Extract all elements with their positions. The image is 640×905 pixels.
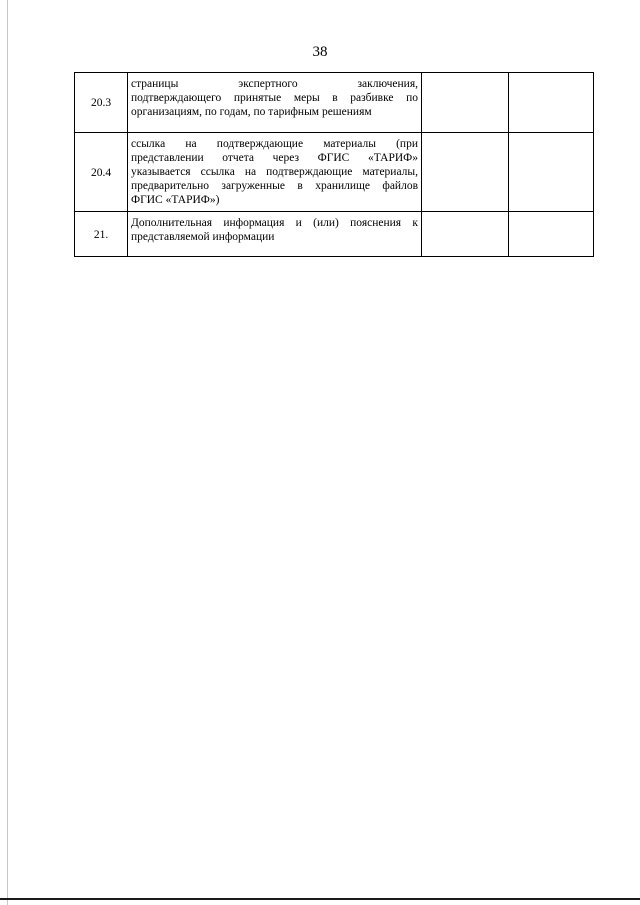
description-line: указывается ссылка на подтверждающие материалы,	[131, 166, 418, 178]
empty-cell	[509, 212, 594, 257]
description-line: подтверждающего принятые меры в разбивке по	[131, 92, 418, 104]
scan-bottom-edge	[0, 898, 640, 900]
description-line: представляемой информации	[131, 231, 275, 243]
page-number: 38	[312, 44, 328, 60]
row-number: 20.4	[75, 133, 128, 212]
description-line: предварительно загруженные в хранилище файлов	[131, 180, 418, 192]
empty-cell	[422, 212, 509, 257]
empty-cell	[422, 73, 509, 133]
row-description	[128, 73, 422, 133]
empty-cell	[509, 73, 594, 133]
description-line: ссылка на подтверждающие материалы (при	[131, 138, 418, 150]
table-row	[75, 73, 594, 133]
row-description	[128, 133, 422, 212]
empty-cell	[509, 133, 594, 212]
description-line: Дополнительная информация и (или) пояснения к	[131, 217, 418, 229]
report-table	[74, 72, 594, 257]
row-number: 21.	[75, 212, 128, 257]
description-line: организациям, по годам, по тарифным решениям	[131, 106, 372, 118]
description-line: представлении отчета через ФГИС «ТАРИФ»	[131, 152, 418, 164]
description-line: ФГИС «ТАРИФ»)	[131, 194, 220, 206]
row-number: 20.3	[75, 73, 128, 133]
description-line: страницы экспертного заключения,	[131, 78, 418, 90]
scan-left-edge	[7, 0, 8, 905]
row-description	[128, 212, 422, 257]
table-row	[75, 133, 594, 212]
empty-cell	[422, 133, 509, 212]
table-row	[75, 212, 594, 257]
